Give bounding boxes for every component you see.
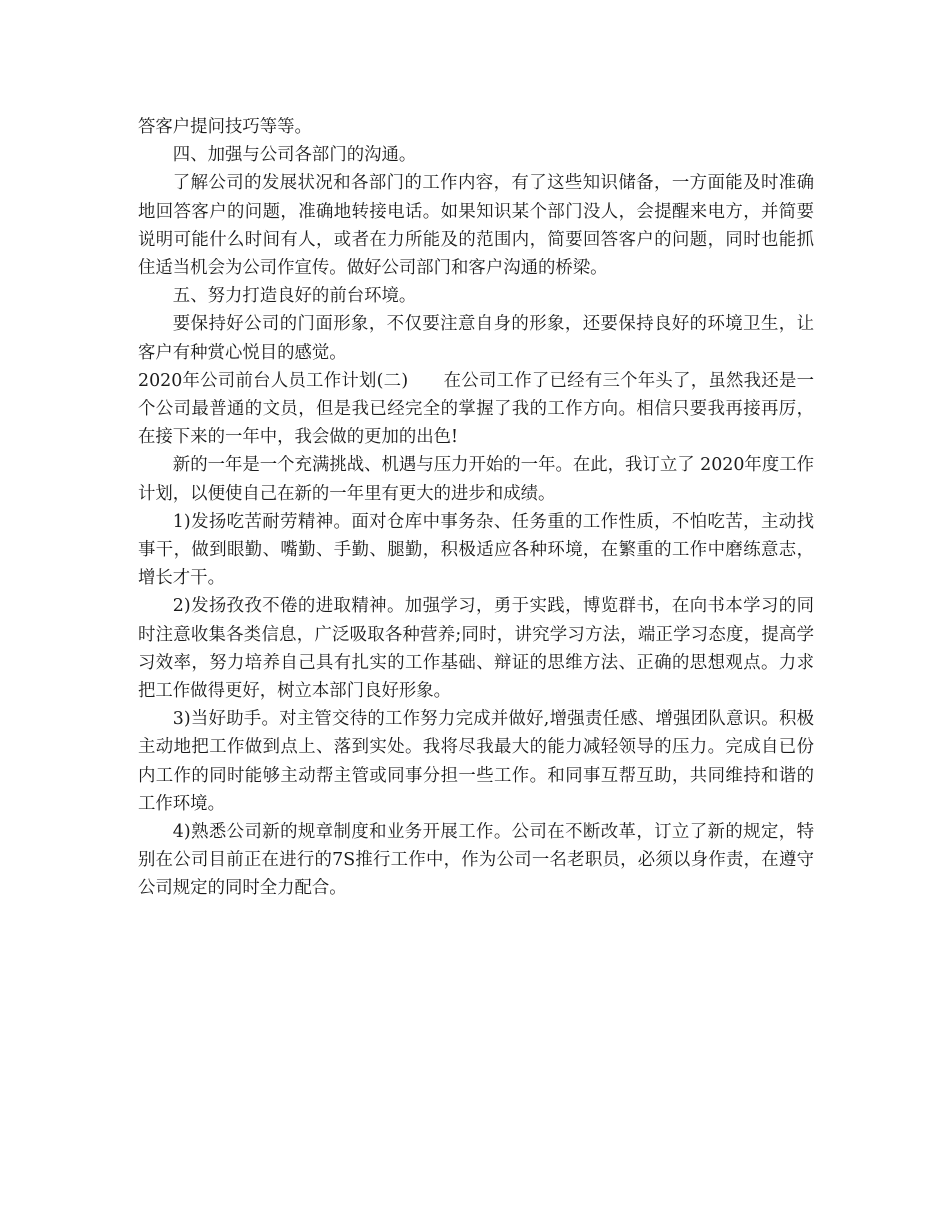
section-heading-four: 四、加强与公司各部门的沟通。 [172,145,417,166]
paragraph-item-4: 4)熟悉公司新的规章制度和业务开展工作。公司在不断改革，订立了新的规定，特别在公司目前正在进行的7S推行工作中，作为公司一名老职员，必须以身作责，在遵守公司规定的同时全力配合。 [138,822,814,899]
paragraph-communication: 了解公司的发展状况和各部门的工作内容，有了这些知识储备，一方面能及时准确地回答客户的问题，准确地转接电话。如果知识某个部门没人，会提醒来电方，并简要说明可能什么时间有人，或者在力所能及的范围内，简要回答客户的问题，同时也能抓住适当机会为公司作宣传。做好公司部门和客户沟通的桥梁。 [138,173,814,279]
paragraph-item-1: 1)发扬吃苦耐劳精神。面对仓库中事务杂、任务重的工作性质，不怕吃苦，主动找事干，做到眼勤、嘴勤、手勤、腿勤，积极适应各种环境，在繁重的工作中磨练意志，增长才干。 [138,511,814,589]
document-page [138,113,814,903]
section-heading-five: 五、努力打造良好的前台环境。 [172,286,417,307]
paragraph-plan-two-intro: 2020年公司前台人员工作计划(二) 在公司工作了已经有三个年头了，虽然我还是一个公司最普通的文员，但是我已经完全的掌握了我的工作方向。相信只要我再接再厉，在接下来的一年中，我会做的更加的出色! [138,370,814,448]
paragraph-item-3: 3)当好助手。对主管交待的工作努力完成并做好,增强责任感、增强团队意识。积极主动地把工作做到点上、落到实处。我将尽我最大的能力减轻领导的压力。完成自已份内工作的同时能够主动帮主管或同事分担一些工作。和同事互帮互助，共同维持和谐的工作环境。 [138,709,814,814]
paragraph-item-2: 2)发扬孜孜不倦的进取精神。加强学习，勇于实践，博览群书，在向书本学习的同时注意收集各类信息，广泛吸取各种营养;同时，讲究学习方法，端正学习态度，提高学习效率，努力培养自己具有扎实的工作基础、辩证的思维方法、正确的思想观点。力求把工作做得更好，树立本部门良好形象。 [138,596,814,702]
paragraph-new-year: 新的一年是一个充满挑战、机遇与压力开始的一年。在此，我订立了 2020年度工作计划，以便使自己在新的一年里有更大的进步和成绩。 [138,455,814,504]
paragraph-environment: 要保持好公司的门面形象，不仅要注意自身的形象，还要保持良好的环境卫生，让客户有种赏心悦目的感觉。 [138,314,814,363]
paragraph-continuation: 答客户提问技巧等等。 [138,117,312,137]
